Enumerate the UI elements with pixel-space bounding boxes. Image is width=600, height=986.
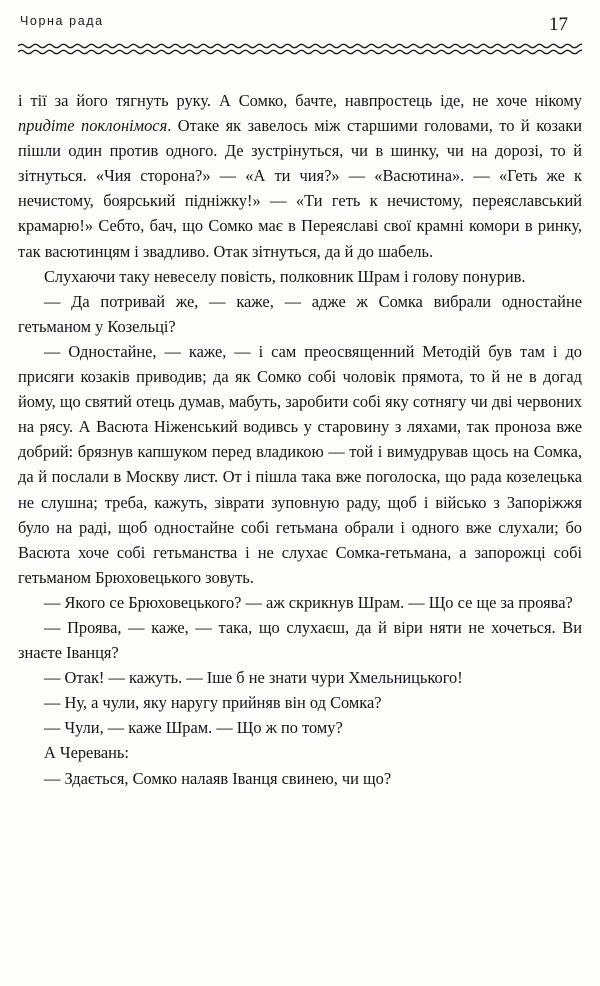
text-run: і тії за його тягнуть руку. А Сомко, бачте, навпростець іде, не хоче нікому [18,91,582,110]
paragraph [18,289,582,339]
paragraph [18,766,582,791]
page-number: 17 [549,14,568,35]
text-run: — Одностайне, — каже, — і сам преосвященний Методій був там і до присяги козаків приводив; да як Сомко собі чоловік прямота, то й не в догад йому, що святий отець думав, мабуть, заробити собі яку сотнягу чи дві червоних на рясу. А Васюта Ніженський водивсь у старовину з ляхами, так проноза вже добрий: брязнув капшуком перед владикою — той і вимудрував щось на Сомка, да й послали в Москву лист. От і пішла така вже поголоска, що рада козелецька не слушна; треба, кажуть, зіврати зуповную раду, щоб і військо з Запоріжжя було на раді, щоб одностайне собі гетьмана обрали і одного вже слухали; бо Васюта хоче собі гетьманства і не слухає Сомка-гетьмана, а запорожці собі гетьманом Брюховецького зовуть. [18,341,582,587]
emphasis-text: придіте поклонімося [18,116,168,136]
paragraph [18,715,582,740]
text-run: А Черевань: [44,743,129,763]
text-run: . Отаке як завелось між старшими головами, то й козаки пішли один против одного. Де зустрінуться, чи в шинку, чи на дорозі, то й зітнуться. «Чия сторона?» — «А ти чия?» — «Васютина». — «Геть же к нечистому, боярський підніжку!» — «Ти геть к нечистому, переяславський крамарю!» Себто, бач, що Сомко має в Переяславі свої крамні комори в ринку, так васютинцям і звадливо. Отак зітнуться, да й до шабель. [18,116,583,261]
text-run: — Да потривай же, — каже, — адже ж Сомка вибрали одностайне гетьманом у Козельці? [18,291,582,336]
paragraph [18,690,582,715]
text-run: — Здається, Сомко налаяв Іванця свинею, чи що? [44,768,392,788]
page-content [18,14,582,976]
text-run: — Якого се Брюховецького? — аж скрикнув Шрам. — Що се ще за проява? [44,592,573,612]
text-run: — Проява, — каже, — така, що слухаєш, да й віри няти не хочеться. Ви знаєте Іванця? [18,617,582,663]
text-run: — Отак! — кажуть. — Іше б не знати чури Хмельницького! [44,668,463,688]
page-header [18,14,582,40]
text-run: Слухаючи таку невеселу повість, полковник Шрам і голову понурив. [44,266,526,286]
body-text [18,88,582,791]
text-run: — Ну, а чули, яку наругу прийняв він од Сомка? [44,693,382,713]
paragraph [18,740,582,765]
paragraph [18,615,582,665]
text-run: — Чули, — каже Шрам. — Що ж по тому? [44,718,343,738]
paragraph [18,590,582,615]
wavy-rule-ornament [18,42,582,58]
paragraph [18,665,582,690]
running-title: Чорна рада [20,14,104,28]
paragraph [18,339,582,590]
paragraph [18,88,582,264]
paragraph [18,264,582,289]
